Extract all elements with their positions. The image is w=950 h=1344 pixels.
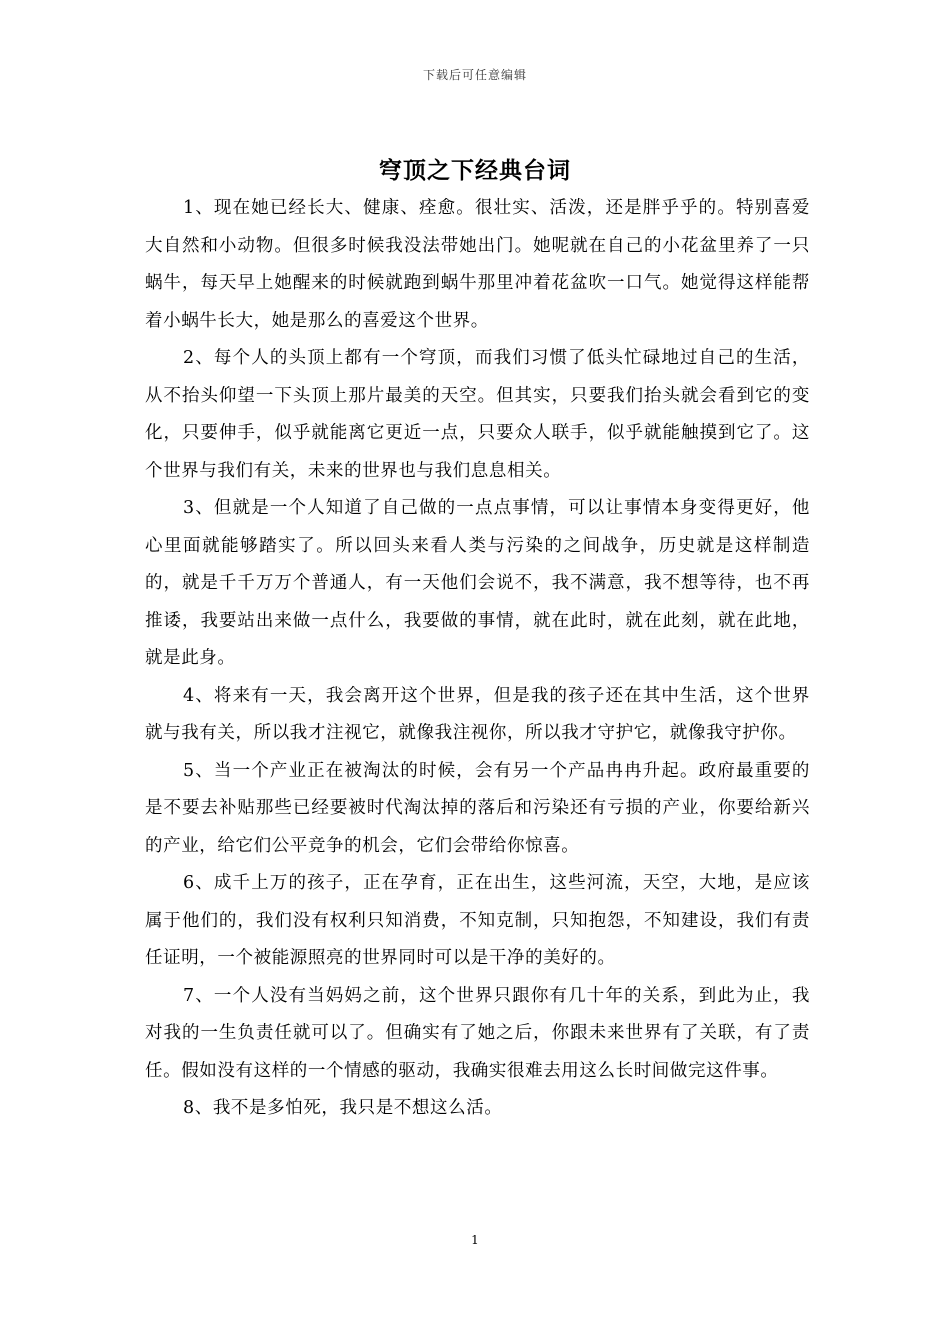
paragraph-4: 4、将来有一天，我会离开这个世界，但是我的孩子还在其中生活，这个世界就与我有关，所以我才注视它，就像我注视你，所以我才守护它，就像我守护你。 bbox=[145, 685, 810, 743]
paragraph-7: 7、一个人没有当妈妈之前，这个世界只跟你有几十年的关系，到此为止，我对我的一生负责任就可以了。但确实有了她之后，你跟未来世界有了关联，有了责任。假如没有这样的一个情感的驱动，我确实很难去用这么长时间做完这件事。 bbox=[145, 985, 810, 1081]
paragraph-2: 2、每个人的头顶上都有一个穹顶，而我们习惯了低头忙碌地过自己的生活，从不抬头仰望一下头顶上那片最美的天空。但其实，只要我们抬头就会看到它的变化，只要伸手，似乎就能离它更近一点，只要众人联手，似乎就能触摸到它了。这个世界与我们有关，未来的世界也与我们息息相关。 bbox=[145, 348, 810, 481]
paragraph-3: 3、但就是一个人知道了自己做的一点点事情，可以让事情本身变得更好，他心里面就能够踏实了。所以回头来看人类与污染的之间战争，历史就是这样制造的，就是千千万万个普通人，有一天他们会说不，我不满意，我不想等待，也不再推诿，我要站出来做一点什么，我要做的事情，就在此时，就在此刻，就在此地，就是此身。 bbox=[145, 498, 810, 668]
page-number: 1 bbox=[471, 1233, 479, 1247]
paragraph-8: 8、我不是多怕死，我只是不想这么活。 bbox=[183, 1098, 503, 1118]
paragraph-5: 5、当一个产业正在被淘汰的时候，会有另一个产品冉冉升起。政府最重要的是不要去补贴那些已经要被时代淘汰掉的落后和污染还有亏损的产业，你要给新兴的产业，给它们公平竞争的机会，它们会带给你惊喜。 bbox=[145, 760, 810, 856]
paragraph-6: 6、成千上万的孩子，正在孕育，正在出生，这些河流，天空，大地，是应该属于他们的，我们没有权利只知消费，不知克制，只知抱怨，不知建设，我们有责任证明，一个被能源照亮的世界同时可以是干净的美好的。 bbox=[145, 873, 810, 968]
document-title: 穹顶之下经典台词 bbox=[379, 157, 571, 184]
document-body bbox=[145, 190, 810, 1128]
paragraph-1: 1、现在她已经长大、健康、痊愈。很壮实、活泼，还是胖乎乎的。特别喜爱大自然和小动物。但很多时候我没法带她出门。她呢就在自己的小花盆里养了一只蜗牛，每天早上她醒来的时候就跑到蜗牛那里冲着花盆吹一口气。她觉得这样能帮着小蜗牛长大，她是那么的喜爱这个世界。 bbox=[145, 198, 810, 331]
header-note: 下载后可任意编辑 bbox=[422, 68, 527, 82]
